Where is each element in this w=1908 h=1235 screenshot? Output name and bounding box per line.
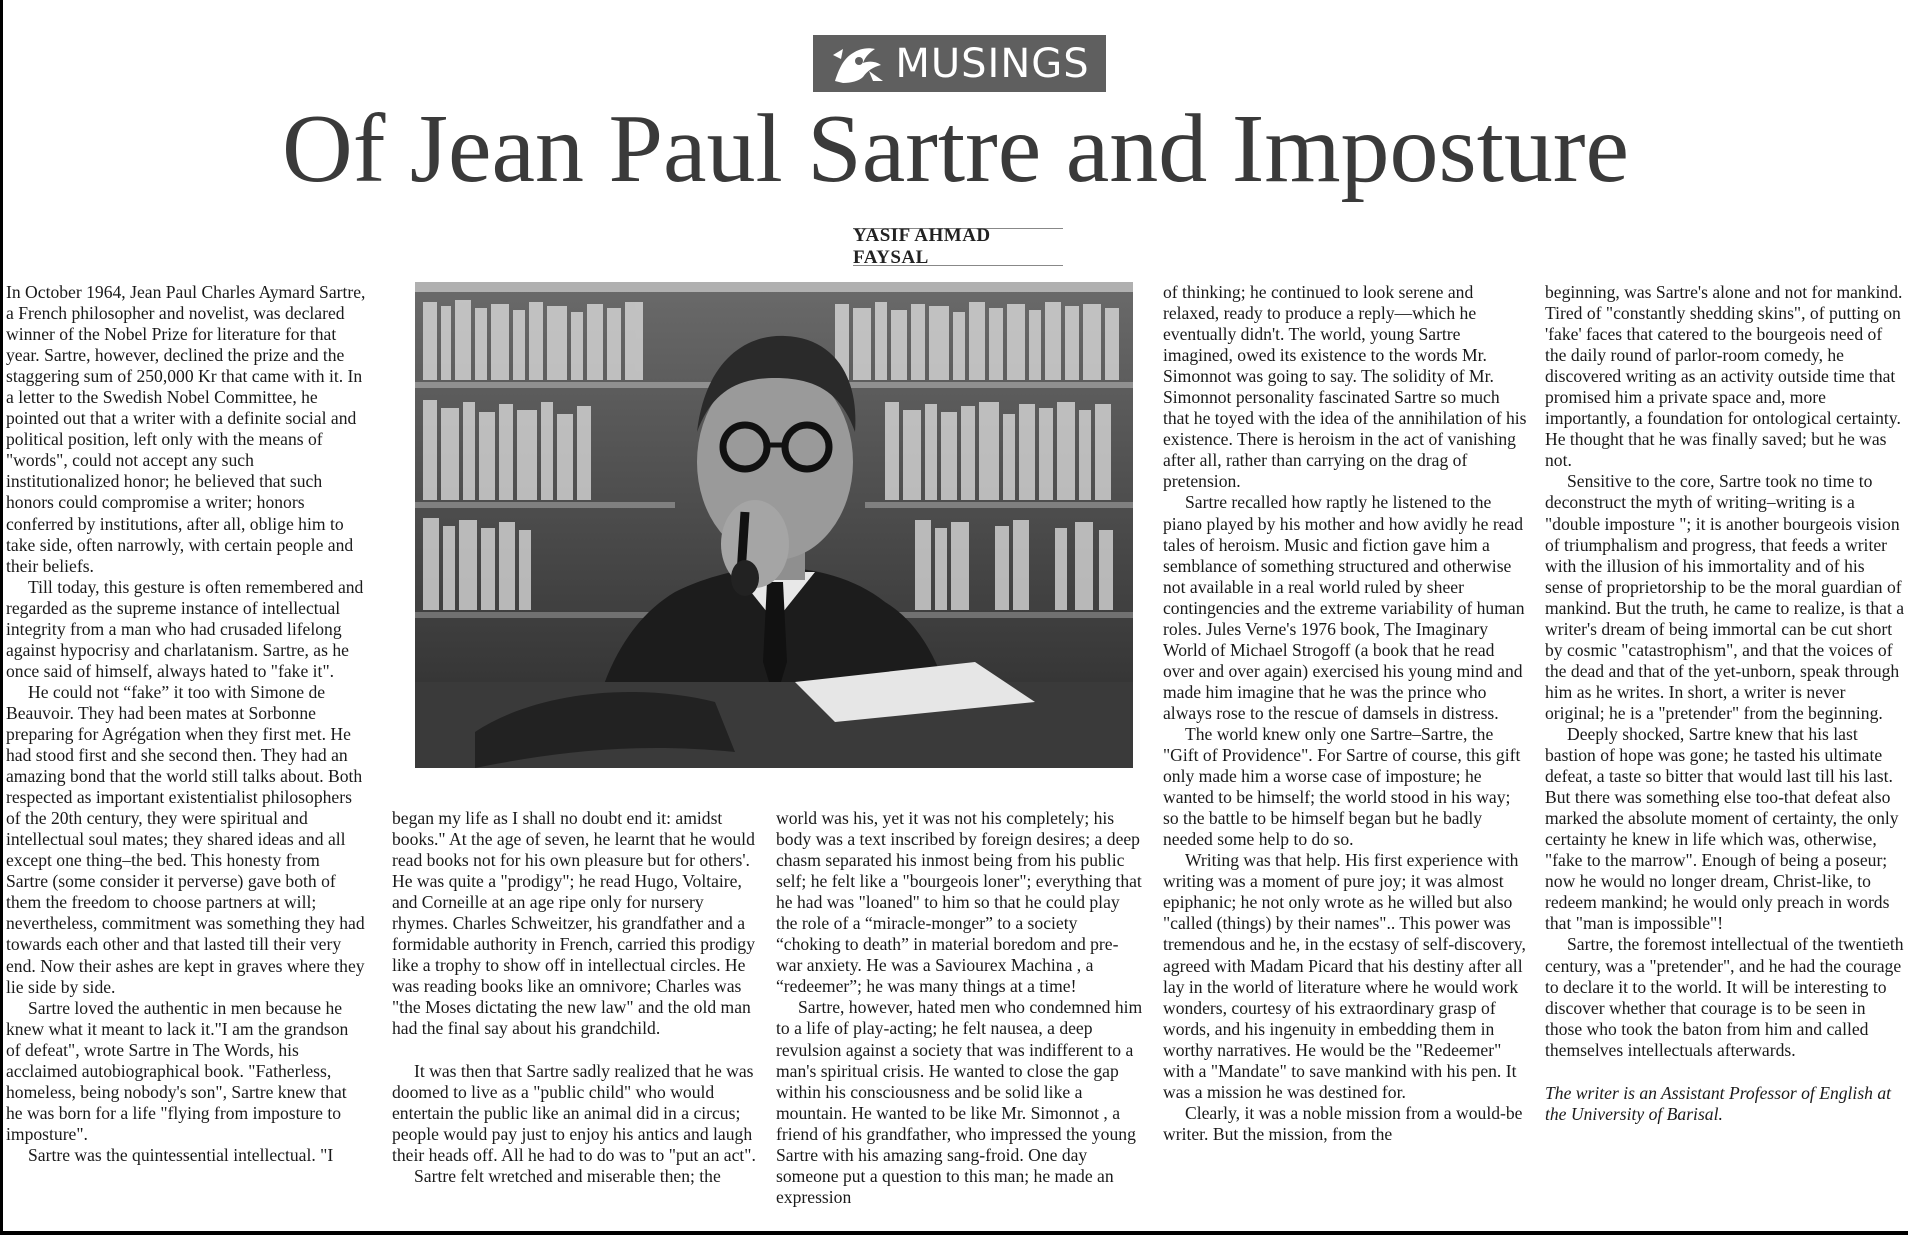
paragraph: Sartre felt wretched and miserable then; the bbox=[414, 1165, 721, 1186]
paragraph: Clearly, it was a noble mission from a would-be writer. But the mission, from the bbox=[1163, 1102, 1523, 1144]
sartre-portrait-photo bbox=[415, 282, 1133, 768]
author-note: The writer is an Assistant Professor of English at the University of Barisal. bbox=[1545, 1082, 1892, 1124]
musings-logo-icon bbox=[829, 41, 887, 87]
section-label: MUSINGS bbox=[895, 40, 1090, 87]
column-3 bbox=[776, 808, 1144, 1230]
paragraph: of thinking; he continued to look serene and relaxed, ready to produce a reply—which he eventually didn't. The world, young Sartre imagined, owed its existence to the words Mr. Simonnot was going to say. The solidity of Mr. Simonnot personality fascinated Sartre so much that he toyed with the idea of the annihilation of his existence. There is heroism in the act of vanishing after all, rather than carrying on the drag of pretension. bbox=[1163, 282, 1527, 492]
paragraph: It was then that Sartre sadly realized that he was doomed to live as a "public child" who would entertain the public like an animal did in a circus; people would pay just to enjoy his antics and laugh their heads off. All he had to do was to "put an act". bbox=[392, 1060, 756, 1165]
paragraph: Sartre loved the authentic in men because he knew what it meant to lack it."I am the grandson of defeat", wrote Sartre in The Words, his acclaimed autobiographical book. "Fatherless, homeless, being nobody's son", Sartre knew that he was born for a life "flying from imposture to imposture". bbox=[6, 997, 349, 1144]
paragraph: world was his, yet it was not his completely; his body was a text inscribed by foreign desires; a deep chasm separated his inmost being from his public self; he felt like a "bourgeois loner"; everything that he had was "loaned" to him so that he could play the role of a “miracle-monger” to a society “choking to death” in material boredom and pre-war anxiety. He was a Saviourex Machina , a “redeemer”; he was many things at a time! bbox=[776, 808, 1142, 997]
paragraph: Deeply shocked, Sartre knew that his last bastion of hope was gone; he tasted his ultimate defeat, a taste so bitter that would last till his last. But there was something else too-that defeat also marked the absolute moment of certainty, the only certainty he knew in life which was, otherwise, "fake to the marrow". Enough of being a poseur; now he would no longer dream, Christ-like, to redeem mankind; he would only preach in words that "man is impossible"! bbox=[1545, 723, 1899, 934]
paragraph: Sartre, the foremost intellectual of the twentieth century, was a "pretender", and he had the courage to declare it to the world. It will be interesting to discover whether that courage is to be seen in those who took the baton from him and called themselves intellectuals afterwards. bbox=[1545, 934, 1904, 1060]
paragraph: Sartre was the quintessential intellectual. "I bbox=[28, 1144, 334, 1165]
photo-illustration bbox=[415, 282, 1133, 768]
column-5 bbox=[1545, 282, 1907, 1230]
paragraph: Writing was that help. His first experience with writing was a moment of pure joy; it was almost epiphanic; he not only wrote as he willed but also "called (things) by their names".. This power was tremendous and he, in the ecstasy of self-discovery, agreed with Madam Picard that his destiny after all lay in the world of literature where he would work wonders, courtesy of his extraordinary grasp of words, and his ingenuity in embedding them in worthy narratives. He would be the "Redeemer" with a "Mandate" to save mankind with his pen. It was a mission he was destined for. bbox=[1163, 850, 1526, 1102]
byline: YASIF AHMAD FAYSAL bbox=[853, 225, 991, 268]
paragraph: In October 1964, Jean Paul Charles Aymard Sartre, a French philosopher and novelist, was declared winner of the Nobel Prize for literature for that year. Sartre, however, declined the prize and the staggering sum of 250,000 Kr that came with it. In a letter to the Swedish Nobel Committee, he pointed out that a writer with a definite social and political position, left only with the means of "words", could not accept any such institutionalized honor; he believed that such honors could compromise a writer; honors conferred by institutions, after all, oblige him to take side, often narrowly, with certain people and their beliefs. bbox=[6, 282, 366, 576]
byline-box bbox=[853, 225, 1063, 268]
section-kicker bbox=[813, 35, 1106, 92]
paragraph: He could not “fake” it too with Simone de Beauvoir. They had been mates at Sorbonne preparing for Agrégation when they first met. He had stood first and she second then. They had an amazing bond that the world still talks about. Both respected as important existentialist philosophers of the 20th century, they were spiritual and intellectual soul mates; they shared ideas and all except one thing–the bed. This honesty from Sartre (some consider it perverse) gave both of them the freedom to choose partners at will; nevertheless, commitment was something they had towards each other and that lasted till their very end. Now their ashes are kept in graves where they lie side by side. bbox=[6, 681, 365, 997]
column-2 bbox=[392, 808, 756, 1230]
paragraph: Till today, this gesture is often remembered and regarded as the supreme instance of intellectual integrity from a man who had crusaded lifelong against hypocrisy and charlatanism. Sartre, as he once said of himself, always hated to "fake it". bbox=[6, 576, 364, 681]
headline: Of Jean Paul Sartre and Imposture bbox=[281, 95, 1630, 203]
paragraph: beginning, was Sartre's alone and not for mankind. Tired of "constantly shedding skins", of putting on 'fake' faces that catered to the bourgeois need of the daily round of parlor-room comedy, he discovered writing as an activity outside time that promised him a private space and, more importantly, a foundation for ontological certainty. He thought that he was finally saved; but he was not. bbox=[1545, 282, 1903, 471]
paragraph: Sensitive to the core, Sartre took no time to deconstruct the myth of writing–writing is a "double imposture "; it is another bourgeois vision of triumphalism and progress, that feeds a writer with the illusion of his immortality and of his sense of proprietorship to be the moral guardian of mankind. But the truth, he came to realize, is that a writer's dream of being immortal can be cut short by cosmic "catastrophism", and that the voices of the dead and that of the yet-unborn, speak through him as he writes. In short, a writer is never original; he is a "pretender" from the beginning. bbox=[1545, 471, 1905, 723]
column-4 bbox=[1163, 282, 1527, 1230]
paragraph: Sartre recalled how raptly he listened to the piano played by his mother and how avidly he read tales of heroism. Music and fiction gave him a semblance of something structured and otherwise not available in a real world ruled by sheer contingencies and the extreme variability of human roles. Jules Verne's 1976 book, The Imaginary World of Michael Strogoff (a book that he read over and over again) exercised his young mind and made him imagine that he was the prince who always rose to the rescue of damsels in distress. bbox=[1163, 492, 1525, 723]
column-1 bbox=[6, 282, 366, 1230]
paragraph: began my life as I shall no doubt end it: amidst books." At the age of seven, he learnt that he would read books not for his own pleasure but for others'. He was quite a "prodigy"; he read Hugo, Voltaire, and Corneille at an age ripe only for nursery rhymes. Charles Schweitzer, his grandfather and a formidable authority in French, carried this prodigy like a trophy to show off in intellectual circles. He was reading books like an omnivore; Charles was "the Moses dictating the new law" and the old man had the final say about his grandchild. bbox=[392, 808, 756, 1039]
paragraph: The world knew only one Sartre–Sartre, the "Gift of Providence". For Sartre of course, this gift only made him a worse case of imposture; he wanted to be himself; the world stood in his way; so the battle to be himself began but he badly needed some help to do so. bbox=[1163, 723, 1521, 850]
paragraph: Sartre, however, hated men who condemned him to a life of play-acting; he felt nausea, a deep revulsion against a society that was indifferent to a man's spiritual crisis. He wanted to close the gap within his consciousness and be solid like a mountain. He wanted to be like Mr. Simonnot , a friend of his grandfather, who impressed the young Sartre with his amazing sang-froid. One day someone put a question to this man; he made an expression bbox=[776, 997, 1143, 1207]
newspaper-page bbox=[3, 0, 1908, 1231]
